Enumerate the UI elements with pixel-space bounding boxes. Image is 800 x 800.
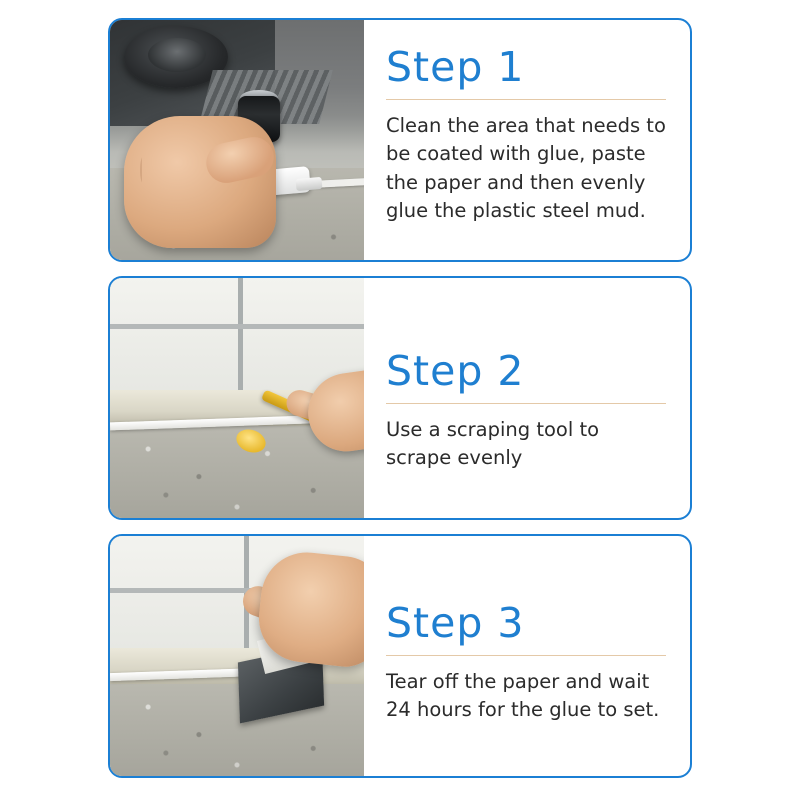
step-2-divider bbox=[386, 403, 666, 404]
step-card-2 bbox=[108, 276, 692, 520]
step-1-title: Step 1 bbox=[386, 43, 525, 91]
tile-grout-vertical bbox=[238, 278, 243, 390]
step-card-1 bbox=[108, 18, 692, 262]
glue-tube-nozzle bbox=[296, 177, 323, 191]
tile-grout-horizontal bbox=[110, 324, 364, 329]
step-1-description: Clean the area that needs to be coated with glue, paste the paper and then evenly glue the plastic steel mud. bbox=[386, 114, 666, 222]
tile-wall bbox=[110, 278, 364, 390]
countertop-surface bbox=[110, 684, 364, 776]
step-card-3 bbox=[108, 534, 692, 778]
step-2-text-pane bbox=[364, 278, 690, 518]
step-2-title: Step 2 bbox=[386, 347, 525, 395]
step-1-divider bbox=[386, 99, 666, 100]
step-2-photo bbox=[110, 278, 364, 518]
step-3-photo bbox=[110, 536, 364, 776]
step-3-text-pane bbox=[364, 536, 690, 776]
step-3-description: Tear off the paper and wait 24 hours for the glue to set. bbox=[386, 670, 660, 722]
step-1-text-pane bbox=[364, 20, 690, 260]
stove-burner-cap bbox=[148, 38, 206, 72]
step-1-photo bbox=[110, 20, 364, 260]
step-3-title: Step 3 bbox=[386, 599, 525, 647]
step-2-description: Use a scraping tool to scrape evenly bbox=[386, 418, 600, 470]
step-3-divider bbox=[386, 655, 666, 656]
